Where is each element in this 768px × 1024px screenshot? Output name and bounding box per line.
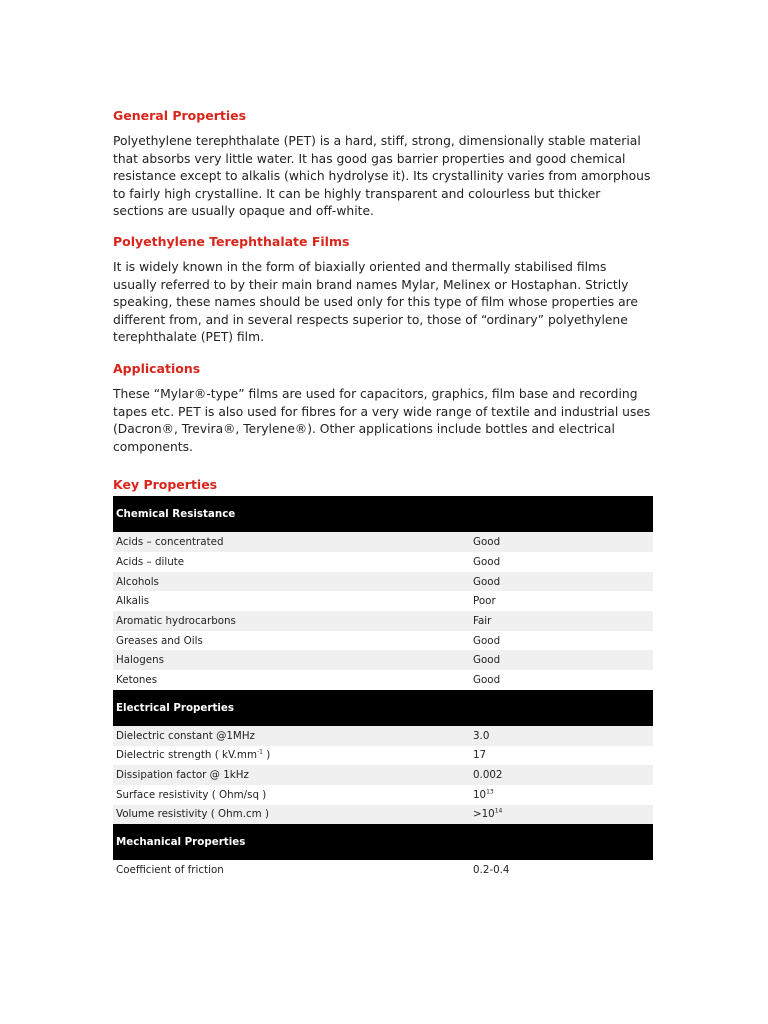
key-properties-table <box>113 496 653 880</box>
property-value: Fair <box>470 611 653 631</box>
property-value <box>470 805 653 825</box>
property-label: Greases and Oils <box>116 634 203 647</box>
label-text: Dielectric strength ( kV.mm <box>116 749 257 762</box>
table-row <box>113 591 653 611</box>
property-label <box>113 746 470 766</box>
table-row <box>113 650 653 670</box>
table-row <box>113 805 653 825</box>
table-row <box>113 746 653 766</box>
table-row <box>113 532 653 552</box>
electrical-properties-title: Electrical Properties <box>113 690 653 726</box>
property-label: Volume resistivity ( Ohm.cm ) <box>113 805 470 825</box>
table-row <box>113 765 653 785</box>
table-row <box>113 572 653 592</box>
value-base: 10 <box>473 788 487 801</box>
general-properties-heading: General Properties <box>113 108 247 123</box>
property-value: Good <box>473 555 501 568</box>
property-value <box>470 785 653 805</box>
property-value: Good <box>470 572 653 592</box>
table-section-header <box>113 496 653 532</box>
label-text-end: ) <box>262 749 271 762</box>
property-value: 0.2-0.4 <box>473 864 510 877</box>
table-section-header <box>113 690 653 726</box>
property-label: Dielectric constant @1MHz <box>113 726 470 746</box>
property-value: 3.0 <box>470 726 653 746</box>
general-properties-text: Polyethylene terephthalate (PET) is a hard, stiff, strong, dimensionally stable material that absorbs very little water. It has good gas barrier properties and good chemical resistance except to alkalis (which hydrolyse it). Its crystallinity varies from amorphous to fairly high crystalline. It can be highly transparent and colourless but thicker sections are usually opaque and off-white. <box>113 134 651 219</box>
mechanical-properties-title: Mechanical Properties <box>113 824 653 860</box>
value-base: >10 <box>473 808 495 821</box>
chemical-resistance-title: Chemical Resistance <box>113 496 653 532</box>
property-value: Poor <box>473 595 496 608</box>
property-label: Alcohols <box>113 572 470 592</box>
property-label: Dissipation factor @ 1kHz <box>113 765 470 785</box>
table-section-header <box>113 824 653 860</box>
property-value: Good <box>470 532 653 552</box>
applications-heading: Applications <box>113 360 201 376</box>
property-value: Good <box>473 673 501 686</box>
property-value: Good <box>473 634 501 647</box>
property-label: Coefficient of friction <box>116 864 224 877</box>
property-label: Aromatic hydrocarbons <box>113 611 470 631</box>
table-row <box>113 552 653 572</box>
property-label: Acids – concentrated <box>113 532 470 552</box>
property-label: Halogens <box>113 650 470 670</box>
value-exponent: 14 <box>494 807 503 815</box>
label-superscript: -1 <box>257 748 263 756</box>
property-label: Surface resistivity ( Ohm/sq ) <box>116 788 267 801</box>
films-text: It is widely known in the form of biaxially oriented and thermally stabilised films usually referred to by their main brand names Mylar, Melinex or Hostaphan. Strictly speaking, these names should be used only for this type of film whose properties are different from, and in several respects superior to, those of “ordinary” polyethylene terephthalate (PET) film. <box>113 259 639 345</box>
property-value: 17 <box>473 749 487 762</box>
property-label: Ketones <box>116 673 158 686</box>
table-row <box>113 631 653 651</box>
applications-text: These “Mylar®-type” films are used for capacitors, graphics, film base and recording tapes etc. PET is also used for fibres for a very wide range of textile and industrial uses (Dacron®, Trevira®, Terylene®). Other applications include bottles and electrical components. <box>113 386 651 454</box>
document-content <box>113 108 653 880</box>
property-label: Alkalis <box>116 595 150 608</box>
table-row <box>113 670 653 690</box>
key-properties-heading: Key Properties <box>113 477 218 493</box>
table-row <box>113 726 653 746</box>
table-row <box>113 785 653 805</box>
property-label: Acids – dilute <box>116 555 185 568</box>
property-value: Good <box>470 650 653 670</box>
property-value: 0.002 <box>470 765 653 785</box>
table-row <box>113 611 653 631</box>
value-exponent: 13 <box>486 788 494 796</box>
films-heading: Polyethylene Terephthalate Films <box>113 233 350 249</box>
table-row <box>113 860 653 880</box>
